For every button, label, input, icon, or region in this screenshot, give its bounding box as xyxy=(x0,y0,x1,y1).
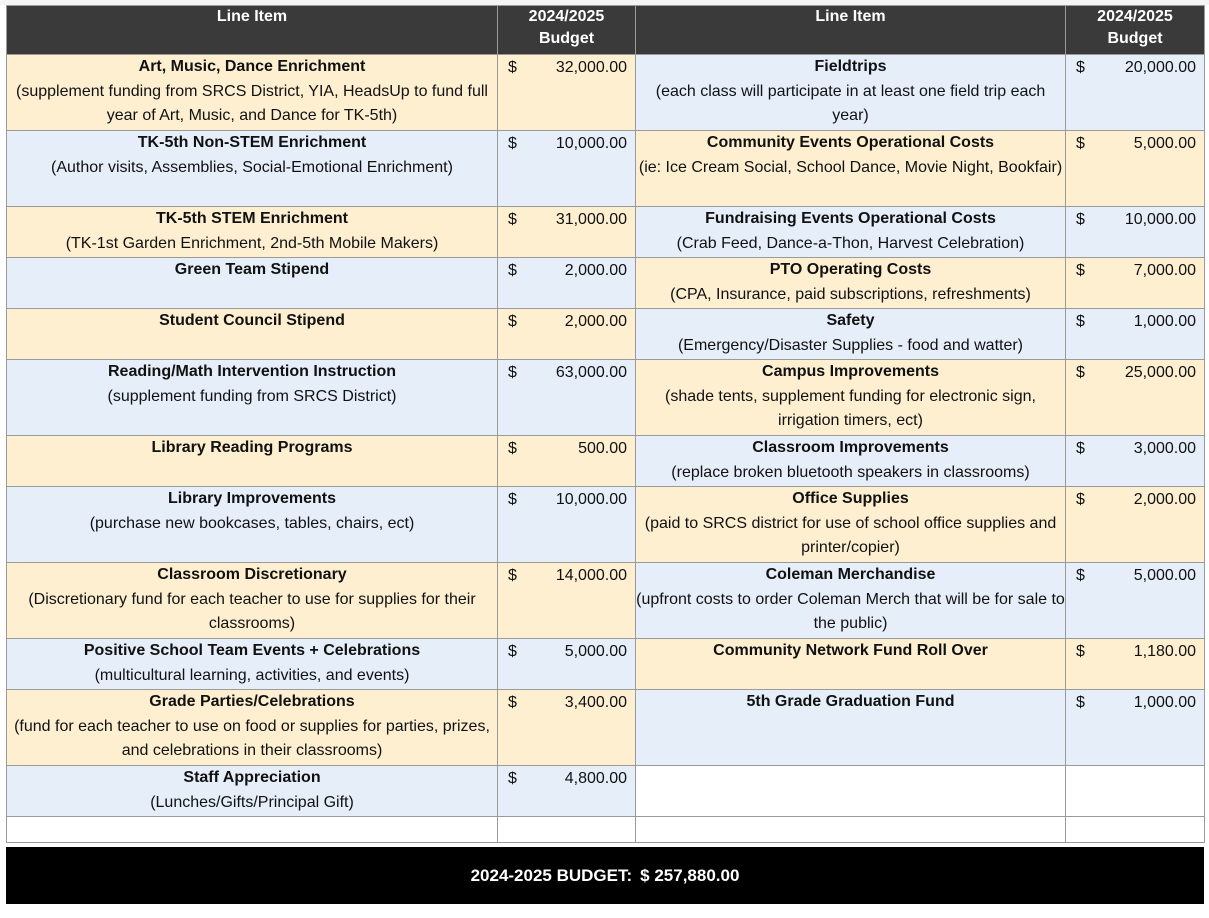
budget-amount-cell[interactable] xyxy=(1066,690,1205,766)
line-item-description: (multicultural learning, activities, and events) xyxy=(94,666,410,684)
total-budget-label: 2024-2025 BUDGET: xyxy=(470,865,633,885)
line-item-name: Grade Parties/Celebrations xyxy=(149,693,355,710)
line-item-description: (supplement funding from SRCS District) xyxy=(107,387,397,405)
line-item-name: Safety xyxy=(826,312,875,329)
line-item-cell[interactable] xyxy=(636,563,1066,639)
line-item-name: Classroom Discretionary xyxy=(157,566,347,583)
header-budget-year: 2024/2025 xyxy=(1097,8,1173,25)
empty-cell[interactable] xyxy=(636,817,1066,843)
line-item-name: Library Reading Programs xyxy=(151,439,353,456)
spacer-row xyxy=(7,817,1205,843)
line-item-description: (replace broken bluetooth speakers in classrooms) xyxy=(671,463,1030,481)
total-budget-amount: $ 257,880.00 xyxy=(640,865,740,885)
budget-amount-cell[interactable] xyxy=(498,309,636,360)
line-item-cell[interactable] xyxy=(636,258,1066,309)
line-item-cell[interactable] xyxy=(636,639,1066,690)
line-item-description: (ie: Ice Cream Social, School Dance, Movie Night, Bookfair) xyxy=(638,158,1063,176)
line-item-cell[interactable] xyxy=(7,55,498,131)
budget-sheet xyxy=(6,5,1204,843)
currency-symbol: $ xyxy=(1076,440,1085,457)
currency-symbol: $ xyxy=(508,694,517,711)
budget-amount: 20,000.00 xyxy=(1124,59,1196,76)
budget-amount-cell[interactable] xyxy=(1066,207,1205,258)
line-item-name: TK-5th STEM Enrichment xyxy=(155,210,348,227)
line-item-name: Campus Improvements xyxy=(762,363,939,380)
table-row xyxy=(7,563,1205,639)
line-item-description: (purchase new bookcases, tables, chairs, ect) xyxy=(89,514,415,532)
budget-amount-cell[interactable] xyxy=(1066,436,1205,487)
line-item-name: Library Improvements xyxy=(167,490,337,507)
line-item-description: (Emergency/Disaster Supplies - food and watter) xyxy=(677,336,1024,354)
currency-symbol: $ xyxy=(508,440,517,457)
line-item-cell[interactable] xyxy=(7,487,498,563)
line-item-cell[interactable] xyxy=(7,207,498,258)
budget-amount: 4,800.00 xyxy=(564,770,627,787)
budget-amount-cell[interactable] xyxy=(1066,258,1205,309)
line-item-name: Coleman Merchandise xyxy=(765,566,936,583)
line-item-name: TK-5th Non-STEM Enrichment xyxy=(137,134,367,151)
line-item-cell[interactable] xyxy=(636,487,1066,563)
line-item-name: Art, Music, Dance Enrichment xyxy=(138,58,366,75)
empty-cell[interactable] xyxy=(636,766,1066,817)
header-budget-right xyxy=(1066,6,1205,55)
total-budget-bar xyxy=(6,847,1204,904)
currency-symbol: $ xyxy=(508,491,517,508)
line-item-description: (each class will participate in at least one field trip each year) xyxy=(655,82,1046,124)
line-item-name: Positive School Team Events + Celebrations xyxy=(83,642,421,659)
budget-amount: 10,000.00 xyxy=(1124,211,1196,228)
table-row xyxy=(7,207,1205,258)
currency-symbol: $ xyxy=(508,643,517,660)
table-row xyxy=(7,766,1205,817)
line-item-name: Green Team Stipend xyxy=(174,261,330,278)
line-item-name: Fundraising Events Operational Costs xyxy=(705,210,996,227)
budget-amount-cell[interactable] xyxy=(498,258,636,309)
line-item-description: (paid to SRCS district for use of school office supplies and printer/copier) xyxy=(644,514,1057,556)
header-line-item-left: Line Item xyxy=(7,6,498,55)
budget-amount: 3,400.00 xyxy=(564,694,627,711)
header-row xyxy=(7,6,1205,55)
line-item-name: Office Supplies xyxy=(792,490,909,507)
line-item-name: Fieldtrips xyxy=(814,58,887,75)
budget-amount-cell[interactable] xyxy=(498,639,636,690)
budget-amount: 31,000.00 xyxy=(555,211,627,228)
table-row xyxy=(7,690,1205,766)
currency-symbol: $ xyxy=(1076,567,1085,584)
header-budget-year: 2024/2025 xyxy=(528,8,605,25)
table-row xyxy=(7,131,1205,207)
header-budget-word: Budget xyxy=(538,30,595,47)
budget-amount-cell[interactable] xyxy=(1066,487,1205,563)
header-line-item-right: Line Item xyxy=(636,6,1066,55)
currency-symbol: $ xyxy=(1076,643,1085,660)
budget-amount-cell[interactable] xyxy=(498,690,636,766)
header-budget-word: Budget xyxy=(1107,30,1163,47)
empty-cell[interactable] xyxy=(1066,817,1205,843)
line-item-name: Community Network Fund Roll Over xyxy=(713,642,988,659)
budget-amount-cell[interactable] xyxy=(1066,55,1205,131)
budget-amount: 63,000.00 xyxy=(555,364,627,381)
line-item-cell[interactable] xyxy=(7,131,498,207)
currency-symbol: $ xyxy=(508,59,517,76)
budget-amount: 2,000.00 xyxy=(1133,491,1196,508)
budget-amount-cell[interactable] xyxy=(498,131,636,207)
budget-amount: 1,180.00 xyxy=(1133,643,1196,660)
line-item-cell[interactable] xyxy=(7,360,498,436)
budget-amount: 25,000.00 xyxy=(1124,364,1196,381)
currency-symbol: $ xyxy=(1076,313,1085,330)
line-item-cell[interactable] xyxy=(636,207,1066,258)
table-row xyxy=(7,258,1205,309)
table-row xyxy=(7,639,1205,690)
line-item-cell[interactable] xyxy=(7,690,498,766)
line-item-description: (Crab Feed, Dance-a-Thon, Harvest Celebration) xyxy=(676,234,1025,252)
currency-symbol: $ xyxy=(1076,59,1085,76)
line-item-name: Staff Appreciation xyxy=(183,769,321,786)
currency-symbol: $ xyxy=(1076,262,1085,279)
budget-amount: 1,000.00 xyxy=(1133,694,1196,711)
budget-amount: 10,000.00 xyxy=(555,491,627,508)
table-row xyxy=(7,55,1205,131)
line-item-description: (upfront costs to order Coleman Merch that will be for sale to the public) xyxy=(636,590,1065,632)
currency-symbol: $ xyxy=(508,135,517,152)
header-budget-left xyxy=(498,6,636,55)
empty-cell[interactable] xyxy=(7,817,498,843)
line-item-description: (TK-1st Garden Enrichment, 2nd-5th Mobile Makers) xyxy=(65,234,439,252)
line-item-cell[interactable] xyxy=(7,766,498,817)
budget-amount-cell[interactable] xyxy=(1066,639,1205,690)
currency-symbol: $ xyxy=(508,262,517,279)
line-item-description: (Lunches/Gifts/Principal Gift) xyxy=(150,793,354,811)
line-item-name: 5th Grade Graduation Fund xyxy=(746,693,955,710)
budget-amount: 14,000.00 xyxy=(555,567,627,584)
line-item-cell[interactable] xyxy=(636,309,1066,360)
currency-symbol: $ xyxy=(508,567,517,584)
line-item-cell[interactable] xyxy=(7,639,498,690)
line-item-description: (Discretionary fund for each teacher to use for supplies for their classrooms) xyxy=(28,590,476,632)
currency-symbol: $ xyxy=(1076,135,1085,152)
line-item-description: (CPA, Insurance, paid subscriptions, refreshments) xyxy=(670,285,1031,303)
budget-amount-cell[interactable] xyxy=(498,563,636,639)
table-row xyxy=(7,487,1205,563)
line-item-cell[interactable] xyxy=(7,309,498,360)
line-item-cell[interactable] xyxy=(7,563,498,639)
budget-amount-cell[interactable] xyxy=(1066,360,1205,436)
table-row xyxy=(7,436,1205,487)
budget-amount-cell[interactable] xyxy=(498,487,636,563)
budget-amount: 7,000.00 xyxy=(1133,262,1196,279)
currency-symbol: $ xyxy=(1076,694,1085,711)
budget-amount: 5,000.00 xyxy=(1133,135,1196,152)
budget-amount-cell[interactable] xyxy=(498,207,636,258)
budget-amount-cell[interactable] xyxy=(1066,563,1205,639)
line-item-description: (Author visits, Assemblies, Social-Emotional Enrichment) xyxy=(51,158,453,176)
line-item-cell[interactable] xyxy=(636,55,1066,131)
line-item-cell[interactable] xyxy=(7,258,498,309)
budget-amount-cell[interactable] xyxy=(498,360,636,436)
budget-amount-cell[interactable] xyxy=(498,766,636,817)
currency-symbol: $ xyxy=(1076,491,1085,508)
budget-amount: 32,000.00 xyxy=(555,59,627,76)
table-row xyxy=(7,309,1205,360)
currency-symbol: $ xyxy=(508,313,517,330)
line-item-name: Community Events Operational Costs xyxy=(706,134,995,151)
budget-amount: 5,000.00 xyxy=(1133,567,1196,584)
empty-cell[interactable] xyxy=(1066,766,1205,817)
budget-amount-cell[interactable] xyxy=(498,55,636,131)
budget-amount-cell[interactable] xyxy=(1066,309,1205,360)
line-item-cell[interactable] xyxy=(636,360,1066,436)
currency-symbol: $ xyxy=(1076,211,1085,228)
currency-symbol: $ xyxy=(508,770,517,787)
line-item-cell[interactable] xyxy=(636,690,1066,766)
line-item-name: PTO Operating Costs xyxy=(769,261,932,278)
budget-amount: 2,000.00 xyxy=(564,313,627,330)
line-item-name: Reading/Math Intervention Instruction xyxy=(107,363,396,380)
budget-amount: 5,000.00 xyxy=(564,643,627,660)
line-item-cell[interactable] xyxy=(636,131,1066,207)
line-item-description: (shade tents, supplement funding for electronic sign, irrigation timers, ect) xyxy=(665,387,1036,429)
budget-amount: 2,000.00 xyxy=(564,262,627,279)
budget-amount-cell[interactable] xyxy=(1066,131,1205,207)
line-item-cell[interactable] xyxy=(7,436,498,487)
currency-symbol: $ xyxy=(508,364,517,381)
table-row xyxy=(7,360,1205,436)
line-item-name: Student Council Stipend xyxy=(159,312,345,329)
budget-amount: 3,000.00 xyxy=(1133,440,1196,457)
currency-symbol: $ xyxy=(1076,364,1085,381)
budget-amount-cell[interactable] xyxy=(498,436,636,487)
line-item-cell[interactable] xyxy=(636,436,1066,487)
line-item-description: (fund for each teacher to use on food or supplies for parties, prizes, and celebrations in their classrooms) xyxy=(14,717,490,759)
empty-cell[interactable] xyxy=(498,817,636,843)
line-item-description: (supplement funding from SRCS District, YIA, HeadsUp to fund full year of Art, Music, and Dance for TK-5th) xyxy=(16,82,488,124)
budget-body xyxy=(7,55,1205,843)
budget-amount: 1,000.00 xyxy=(1133,313,1196,330)
budget-amount: 10,000.00 xyxy=(555,135,627,152)
budget-amount: 500.00 xyxy=(578,440,627,457)
currency-symbol: $ xyxy=(508,211,517,228)
budget-table xyxy=(6,5,1205,843)
line-item-name: Classroom Improvements xyxy=(752,439,949,456)
